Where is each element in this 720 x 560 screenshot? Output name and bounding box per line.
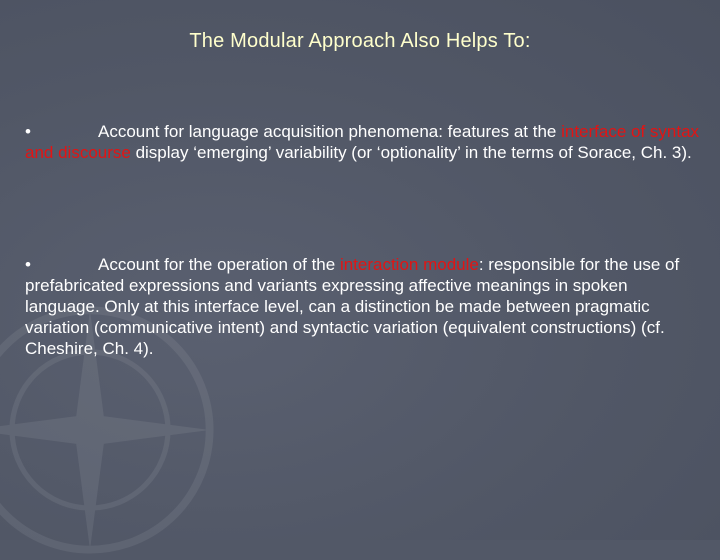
point-text: : responsible for the use of prefabricated expressions and variants expressing affective meanings in spoken language. Only at this interface level, can a distinction be made between pragmatic variation (communicative intent) and syntactic variation (equivalent constructions) (cf. Cheshire, Ch. 4). — [25, 255, 680, 358]
highlighted-term: interface of syntax and discourse — [25, 122, 700, 162]
point-text: Account for the operation of the — [98, 255, 340, 274]
point-text: Account for language acquisition phenomena: features at the — [98, 122, 562, 141]
bullet-marker: • — [25, 255, 31, 274]
bullet-point-1 — [25, 121, 700, 163]
highlighted-term: interaction module — [339, 255, 479, 274]
point-text: display ‘emerging’ variability (or ‘optionality’ in the terms of Sorace, Ch. 3). — [130, 143, 692, 162]
bullet-marker: • — [25, 122, 31, 141]
slide-title: The Modular Approach Also Helps To: — [189, 30, 531, 52]
bullet-point-2 — [25, 254, 700, 359]
